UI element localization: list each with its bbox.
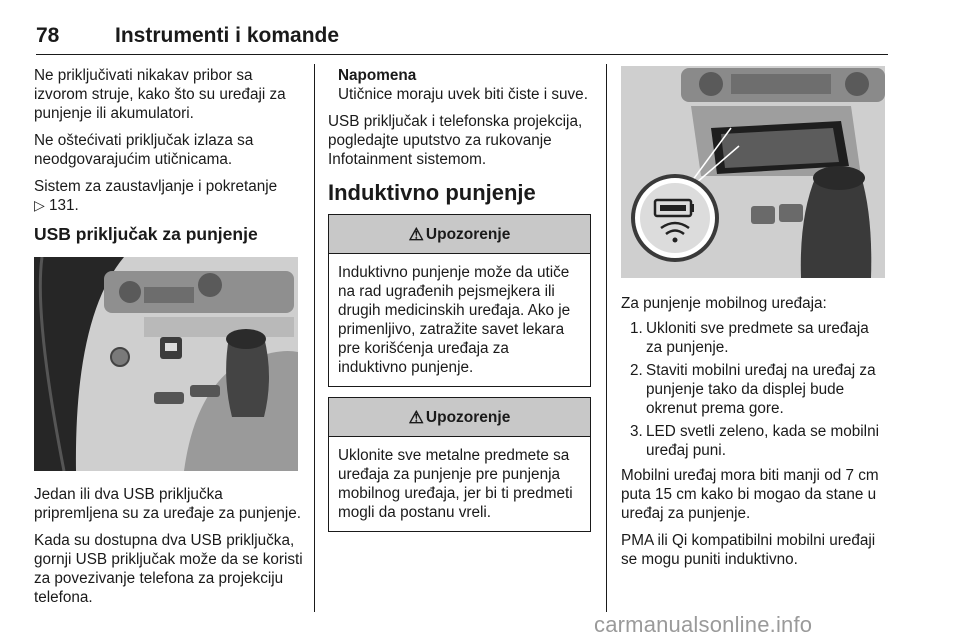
paragraph: Jedan ili dva USB priključka pripremljena su za uređaje za punjenje. [34,486,302,522]
warning-body: Induktivno punjenje može da utiče na rad ugrađenih pejsmejkera ili drugih medicinskih uređaja. Ako je primenljivo, zatražite savet lekara pre korišćenja uređaja za induktivno punjenje. [338,264,571,376]
page-header [36,22,888,55]
note-title: Napomena [338,67,417,84]
warning-icon: ⚠ [408,224,424,244]
warning-header [329,398,590,437]
list-item-number: 2. [630,362,643,379]
paragraph: PMA ili Qi kompatibilni mobilni uređaji se mogu puniti induktivno. [621,532,876,568]
warning-body: Uklonite sve metalne predmete sa uređaja za punjenje pre punjenja mobilnog uređaja, jer bi ti predmeti mogli da postanu vreli. [338,447,573,521]
instruction-list [621,319,889,460]
paragraph: USB priključak i telefonska projekcija, pogledajte uputstvo za rukovanje Infotainment sistemom. [328,113,583,168]
paragraph: Ne oštećivati priključak izlaza sa neodgovarajućim utičnicama. [34,132,254,168]
list-item-text: Ukloniti sve predmete sa uređaja za punjenje. [646,320,869,356]
column-divider [314,64,315,612]
warning-box [328,397,591,532]
list-item [621,361,889,418]
note-body: Utičnice moraju uvek biti čiste i suve. [338,86,588,103]
page-title: Instrumenti i komande [115,24,340,47]
column-right [621,66,889,577]
inductive-charger-photo [621,66,885,278]
warning-title: Upozorenje [425,408,511,426]
paragraph: Mobilni uređaj mora biti manji od 7 cm puta 15 cm kako bi mogao da stane u uređaj za punjenje. [621,467,879,522]
list-item-text: Staviti mobilni uređaj na uređaj za punjenje tako da displej bude okrenut prema gore. [646,362,876,417]
list-item [621,422,889,460]
watermark-text: carmanualsonline.info [594,612,813,637]
list-item [621,319,889,357]
warning-title: Upozorenje [425,225,511,243]
column-left [34,66,304,615]
paragraph-text: Sistem za zaustavljanje i pokretanje [34,178,278,195]
usb-port-photo [34,257,298,471]
column-divider [606,64,607,612]
list-item-number: 3. [630,423,643,440]
warning-header [329,215,590,254]
list-item-text: LED svetli zeleno, kada se mobilni uređaj puni. [646,423,879,459]
section-heading: Induktivno punjenje [328,180,536,205]
page-number: 78 [36,24,60,47]
column-middle [328,66,591,542]
page-reference: 131. [49,197,79,214]
paragraph [34,177,304,215]
page-reference-arrow-icon: ▷ [34,197,45,213]
warning-icon: ⚠ [408,407,424,427]
list-item-number: 1. [630,320,643,337]
paragraph: Kada su dostupna dva USB priključka, gornji USB priključak može da se koristi za povezivanje telefona za projekciju telefona. [34,532,303,606]
paragraph: Ne priključivati nikakav pribor sa izvorom struje, kako što su uređaji za punjenje ili akumulatori. [34,67,286,122]
paragraph: Za punjenje mobilnog uređaja: [621,295,827,312]
section-heading: USB priključak za punjenje [34,224,258,244]
warning-box [328,214,591,387]
